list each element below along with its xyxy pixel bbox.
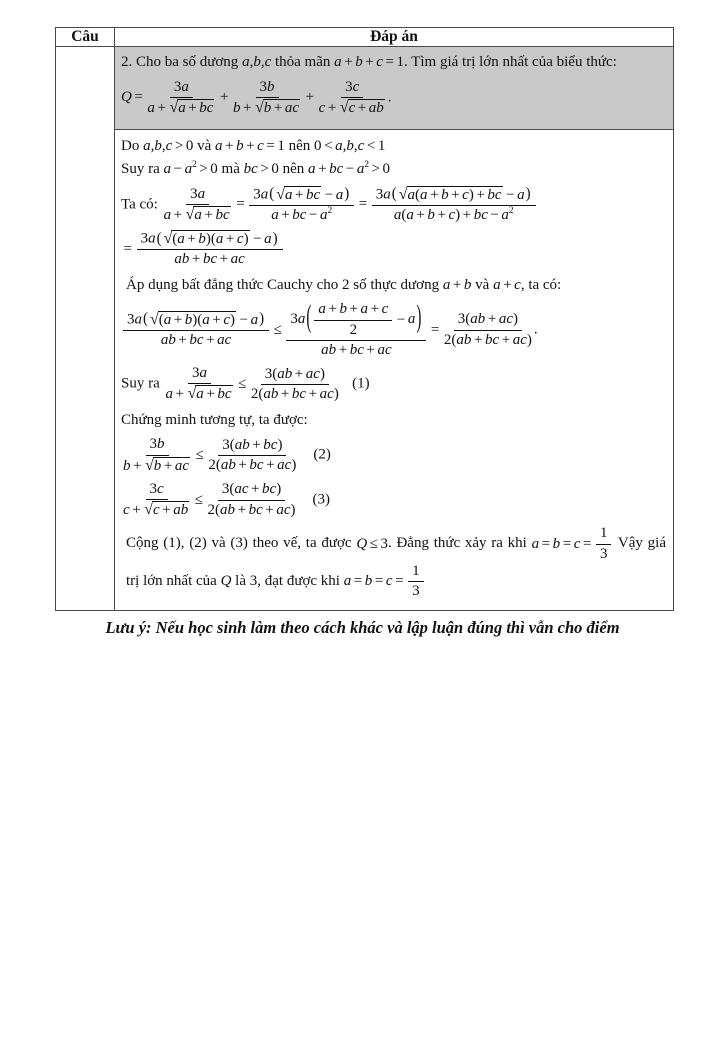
header-cell-dapan: Đáp án — [115, 28, 674, 47]
problem-line-formula: Q = 3a a + √ a + bc + 3b b + √ b + ac + 3c c + √ c + ab . — [121, 78, 392, 116]
solution-line: 3a ( √ (a + b)(a + c) − a ) ab + bc + ac ≤ 3a ( $\frac{a + b + a + c}{2}$ − a ) ab + bc + ac = $\frac{3(ab + ac)}{2(ab + bc + ac)}$ . — [121, 301, 666, 359]
problem-line-text: 2. Cho ba số dương a,b,c thỏa mãn a + b + c = 1. Tìm giá trị lớn nhất của biểu thức: — [121, 54, 617, 70]
solution-line: 3b b + √ b + ac ≤ $\frac{3(ab + bc)}{2(ab + bc + ac)}$ (2) — [123, 436, 331, 474]
solution-line: Suy ra 3a a + √ a + bc ≤ $\frac{3(ab + ac)}{2(ab + bc + ac)}$ (1) — [121, 365, 370, 403]
body-row — [56, 47, 674, 611]
header-row — [56, 28, 674, 47]
document-page — [0, 27, 725, 1051]
solution-line: = 3a ( √ (a + b)(a + c) − a ) ab + bc + ac — [121, 230, 666, 269]
solution-line: Suy ra $a - a^2 > 0$ mà bc > 0 nên a + bc − $a^2 > 0$ — [121, 159, 391, 177]
solution-cell — [115, 130, 673, 610]
header-cell-cau: Câu — [56, 28, 115, 47]
problem-statement — [115, 47, 673, 130]
solution-line: Do a,b,c > 0 và a + b + c = 1 nên 0 < a,b,c < 1 — [121, 138, 386, 155]
grading-note: Lưu ý: Nếu học sinh làm theo cách khác và lập luận đúng thì vẫn cho điểm — [105, 618, 620, 638]
solution-line: 3c c + √ c + ab ≤ $\frac{3(ac + bc)}{2(ab + bc + ac)}$ (3) — [123, 480, 330, 519]
solution-line: Ta có: 3a a + √ a + bc = 3a ( √ a + bc − a ) a + bc − $a^2$ = 3a ( √ a(a + b + c) + bc − a ) a(a + b + c) + bc − $a^2$ — [121, 186, 666, 225]
answer-table — [55, 27, 674, 611]
solution-line: Áp dụng bất đẳng thức Cauchy cho 2 số thực dương a + b và a + c, ta có: — [126, 276, 562, 293]
cau-cell — [56, 47, 115, 611]
solution-line: Cộng (1), (2) và (3) theo vế, ta được Q ≤ 3. Đẳng thức xảy ra khi a = b = c = $\frac{1}{3}$ Vậy giá trị lớn nhất của Q là 3, đạt được khi a = b = c = $\frac{1}{3}$ — [126, 525, 666, 600]
solution-line: Chứng minh tương tự, ta được: — [121, 411, 308, 428]
answer-cell — [115, 47, 674, 611]
